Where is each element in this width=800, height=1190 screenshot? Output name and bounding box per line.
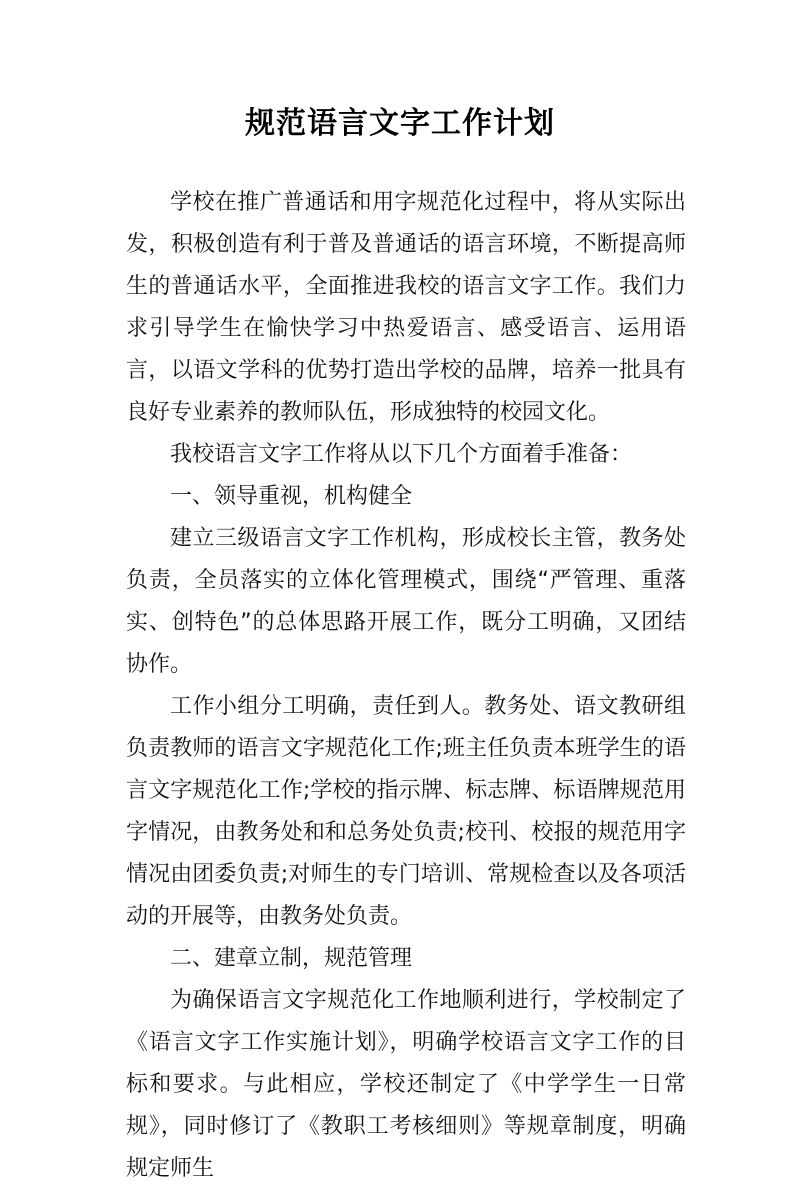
section-heading-2: 二、建章立制，规范管理: [170, 946, 413, 971]
paragraph-organization: 建立三级语言文字工作机构，形成校长主管，教务处负责，全员落实的立体化管理模式，围绕“严管理、重落实、创特色”的总体思路开展工作，既分工明确，又团结协作。: [126, 526, 686, 677]
paragraph-responsibilities: 工作小组分工明确，责任到人。教务处、语文教研组负责教师的语言文字规范化工作;班主任负责本班学生的语言文字规范化工作;学校的指示牌、标志牌、标语牌规范用字情况，由教务处和和总务处负责;校刊、校报的规范用字情况由团委负责;对师生的专门培训、常规检查以及各项活动的开展等，由教务处负责。: [126, 694, 686, 929]
paragraph-regulations: 为确保语言文字规范化工作地顺利进行，学校制定了《语言文字工作实施计划》，明确学校语言文字工作的目标和要求。与此相应，学校还制定了《中学学生一日常规》，同时修订了《教职工考核细则》等规章制度，明确规定师生: [126, 988, 686, 1181]
paragraph-intro: 学校在推广普通话和用字规范化过程中，将从实际出发，积极创造有利于普及普通话的语言环境，不断提高师生的普通话水平，全面推进我校的语言文字工作。我们力求引导学生在愉快学习中热爱语言、感受语言、运用语言，以语文学科的优势打造出学校的品牌，培养一批具有良好专业素养的教师队伍，形成独特的校园文化。: [126, 190, 686, 425]
document-body: [126, 182, 686, 1190]
paragraph-aspects-intro: 我校语言文字工作将从以下几个方面着手准备：: [170, 442, 633, 467]
section-heading-1: 一、领导重视，机构健全: [170, 484, 413, 509]
document-title: 规范语言文字工作计划: [245, 106, 555, 141]
